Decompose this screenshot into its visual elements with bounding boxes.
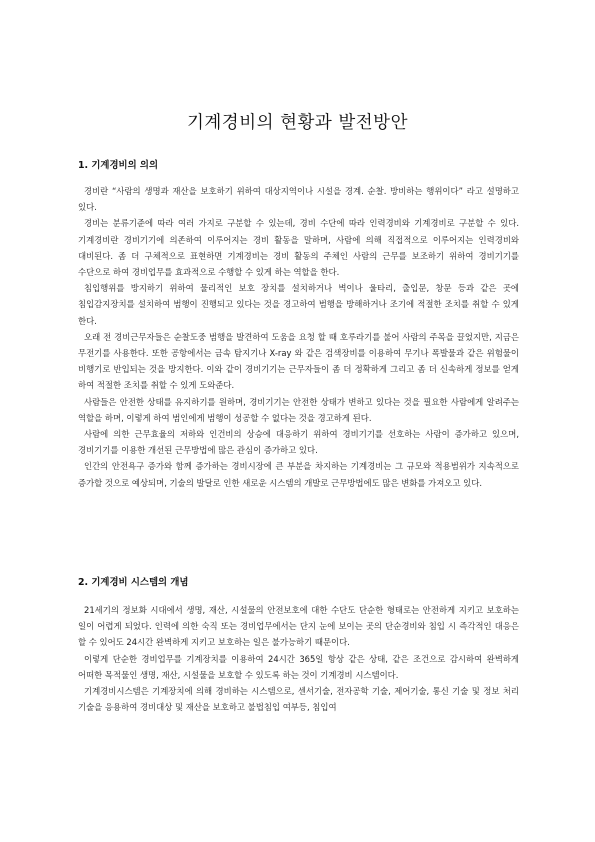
paragraph: 인간의 안전욕구 증가와 함께 증가하는 경비시장에 큰 부분을 차지하는 기계경비는 그 규모와 적용범위가 지속적으로 증가할 것으로 예상되며, 기술의 발달로 인한 새로운 시스템의 개발로 근무방법에도 많은 변화를 가져오고 있다.: [78, 461, 519, 488]
paragraph: 사람에 의한 근무효율의 저하와 인건비의 상승에 대응하기 위하여 경비기기를 선호하는 사람이 증가하고 있으며, 경비기기를 이용한 개선된 근무방법에 많은 관심이 증가하고 있다.: [78, 429, 519, 456]
section-heading-2: 2. 기계경비 시스템의 개념: [78, 577, 189, 588]
section-body-2: [78, 602, 519, 715]
paragraph: 경비란 “사람의 생명과 재산을 보호하기 위하여 대상지역이나 시설을 경계. 순찰. 방비하는 행위이다” 라고 설명하고 있다.: [78, 186, 519, 213]
section-body-1: [78, 183, 519, 491]
paragraph: 21세기의 정보화 시대에서 생명, 재산, 시설물의 안전보호에 대한 수단도 단순한 형태로는 안전하게 지키고 보호하는 일이 어렵게 되었다. 인력에 의한 숙직 또는 경비업무에서는 단지 눈에 보이는 곳의 단순경비와 침입 시 즉각적인 대응은 할 수 있어도 24시간 완벽하게 지키고 보호하는 일은 불가능하기 때문이다.: [78, 605, 519, 648]
paragraph: 오래 전 경비근무자들은 순찰도중 범행을 발견하여 도움을 요청 할 때 호루라기를 불어 사람의 주목을 끌었지만, 지금은 무전기를 사용한다. 또한 공항에서는 금속 탐지기나 X-ray 와 같은 검색장비를 이용하여 무기나 폭발물과 같은 위험물이 비행기로 반입되는 것을 방지한다. 이와 같이 경비기기는 근무자들이 좀 더 정확하게 그리고 좀 더 신속하게 정보를 얻게 하여 적절한 조치를 취할 수 있게 도와준다.: [78, 331, 519, 391]
paragraph: 침입행위를 방지하기 위하여 물리적인 보호 장치를 설치하거나 벽이나 울타리, 출입문, 창문 등과 같은 곳에 침입감지장치를 설치하여 범행이 진행되고 있다는 것을 경고하여 범행을 방해하거나 조기에 적절한 조치를 취할 수 있게 한다.: [78, 283, 519, 326]
paragraph: 경비는 분류기준에 따라 여러 가지로 구분할 수 있는데, 경비 수단에 따라 인력경비와 기계경비로 구분할 수 있다. 기계경비란 경비기기에 의존하여 이루어지는 경비 활동을 말하며, 사람에 의해 직접적으로 이루어지는 인력경비와 대비된다. 좀 더 구체적으로 표현하면 기계경비는 경비 활동의 주체인 사람의 근무를 보조하기 위하여 경비기기를 수단으로 하여 경비업무를 효과적으로 수행할 수 있게 하는 역할을 한다.: [78, 218, 519, 278]
paragraph: 사람들은 안전한 상태를 유지하기를 원하며, 경비기기는 안전한 상태가 변하고 있다는 것을 필요한 사람에게 알려주는 역할을 하며, 이렇게 하여 범인에게 범행이 성공할 수 없다는 것을 경고하게 된다.: [78, 396, 519, 423]
paragraph: 기계경비시스템은 기계장치에 의해 경비하는 시스템으로, 센서기술, 전자공학 기술, 제어기술, 통신 기술 및 정보 처리 기술을 응용하여 경비대상 및 재산을 보호하고 불법침입 여부등, 침입여: [78, 686, 519, 713]
document-title: 기계경비의 현황과 발전방안: [187, 113, 408, 133]
paragraph: 이렇게 단순한 경비업무를 기계장치를 이용하여 24시간 365일 항상 같은 상태, 같은 조건으로 감시하여 완벽하게 어떠한 목적물인 생명, 재산, 시설물을 보호할 수 있도록 하는 것이 기계경비 시스템이다.: [78, 653, 519, 680]
section-heading-1: 1. 기계경비의 의의: [78, 160, 159, 171]
